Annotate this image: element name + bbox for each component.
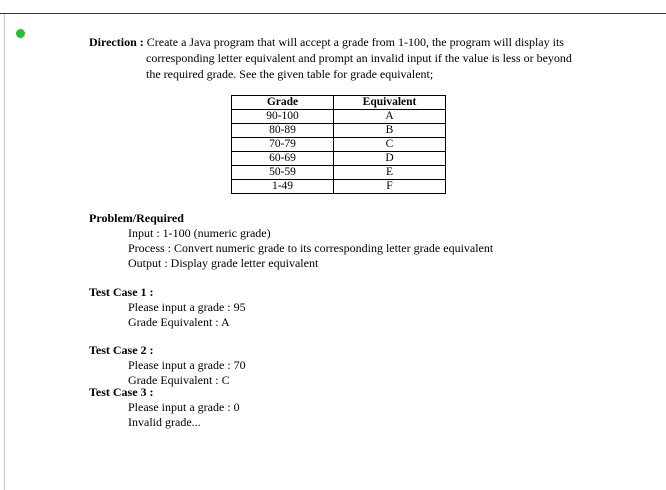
test-case-input-line: Please input a grade : 95 <box>128 300 246 314</box>
direction-line-3: the required grade. See the given table for grade equivalent; <box>146 67 434 81</box>
table-cell-grade: 60-69 <box>232 152 334 166</box>
test-case-result-line: Grade Equivalent : A <box>128 315 230 329</box>
test-case-1 <box>89 285 246 330</box>
table-row <box>232 110 446 124</box>
table-row <box>232 152 446 166</box>
problem-section <box>89 211 493 271</box>
status-dot-icon <box>16 29 25 38</box>
test-case-heading: Test Case 3 : <box>89 385 154 399</box>
test-case-heading: Test Case 1 : <box>89 285 154 299</box>
table-cell-equivalent: C <box>334 138 446 152</box>
table-row <box>232 138 446 152</box>
table-cell-grade: 1-49 <box>232 180 334 194</box>
grade-equivalent-table <box>231 95 446 194</box>
test-case-input-line: Please input a grade : 70 <box>128 358 246 372</box>
table-cell-equivalent: B <box>334 124 446 138</box>
direction-paragraph <box>89 34 589 82</box>
table-cell-grade: 50-59 <box>232 166 334 180</box>
direction-line-1 <box>89 34 589 50</box>
table-cell-equivalent: A <box>334 110 446 124</box>
test-case-2 <box>89 343 246 388</box>
page-left-edge <box>4 14 5 490</box>
table-row <box>232 180 446 194</box>
test-case-input-line: Please input a grade : 0 <box>128 400 240 414</box>
table-row <box>232 166 446 180</box>
table-row <box>232 124 446 138</box>
direction-label: Direction : <box>89 35 144 49</box>
table-cell-grade: 70-79 <box>232 138 334 152</box>
table-cell-grade: 80-89 <box>232 124 334 138</box>
table-cell-equivalent: D <box>334 152 446 166</box>
direction-text-1: Create a Java program that will accept a grade from 1-100, the program will display its <box>146 35 564 49</box>
direction-line-2: corresponding letter equivalent and prompt an invalid input if the value is less or beyond <box>146 51 572 65</box>
test-case-3 <box>89 385 240 430</box>
table-header-row <box>232 96 446 110</box>
table-header-equivalent: Equivalent <box>334 96 446 110</box>
test-case-heading: Test Case 2 : <box>89 343 154 357</box>
test-case-result-line: Invalid grade... <box>128 415 201 429</box>
table-cell-equivalent: E <box>334 166 446 180</box>
problem-output: Output : Display grade letter equivalent <box>128 256 319 270</box>
page-top-rule <box>0 13 666 14</box>
table-cell-grade: 90-100 <box>232 110 334 124</box>
table-header-grade: Grade <box>232 96 334 110</box>
table-cell-equivalent: F <box>334 180 446 194</box>
test-case-result-line: Grade Equivalent : C <box>128 373 230 387</box>
problem-heading: Problem/Required <box>89 211 184 225</box>
problem-input: Input : 1-100 (numeric grade) <box>128 226 271 240</box>
problem-process: Process : Convert numeric grade to its corresponding letter grade equivalent <box>128 241 494 255</box>
